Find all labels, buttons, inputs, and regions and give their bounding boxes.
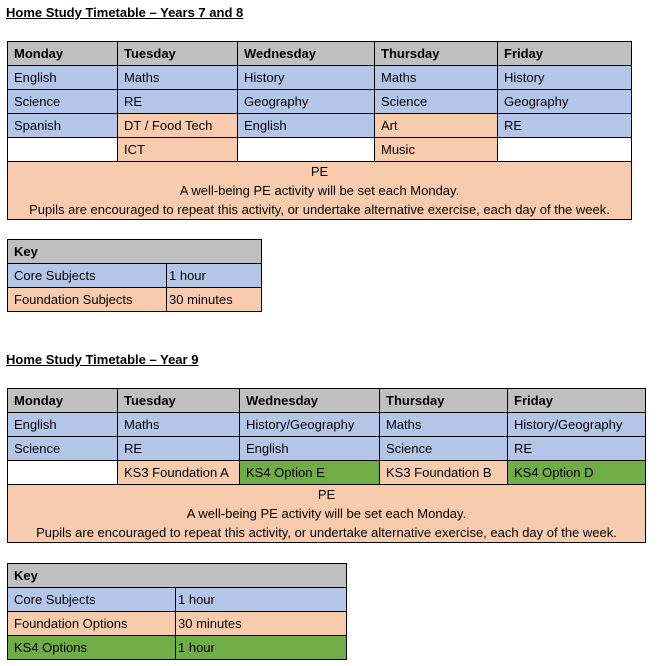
day-thursday: Thursday — [375, 42, 498, 66]
key-value: 1 hour — [167, 264, 262, 288]
table-row — [8, 413, 646, 437]
key-value: 1 hour — [176, 588, 347, 612]
table-cell: KS4 Option E — [240, 461, 380, 485]
key-header-row — [8, 564, 347, 588]
key-label: Core Subjects — [8, 588, 176, 612]
key-row — [8, 612, 347, 636]
table-cell: History/Geography — [508, 413, 646, 437]
table-cell: Science — [8, 90, 118, 114]
timetable-title-years-7-8: Home Study Timetable – Years 7 and 8 — [6, 5, 244, 20]
key-header: Key — [8, 564, 347, 588]
day-wednesday: Wednesday — [240, 389, 380, 413]
table-cell: Science — [375, 90, 498, 114]
key-row — [8, 264, 262, 288]
day-friday: Friday — [498, 42, 632, 66]
table-cell — [498, 138, 632, 162]
pe-note — [8, 485, 646, 543]
key-table-years-7-8 — [7, 239, 262, 312]
pe-row — [8, 485, 646, 543]
key-label: KS4 Options — [8, 636, 176, 660]
pe-note — [8, 162, 632, 220]
table-cell — [238, 138, 375, 162]
table-cell: History/Geography — [240, 413, 380, 437]
table-cell: RE — [508, 437, 646, 461]
table-cell: Geography — [498, 90, 632, 114]
table-cell: RE — [118, 90, 238, 114]
table-row — [8, 461, 646, 485]
table-cell: Maths — [118, 66, 238, 90]
table-cell: History — [498, 66, 632, 90]
table-cell — [8, 138, 118, 162]
pe-line: Pupils are encouraged to repeat this activity, or undertake alternative exercise, each day of the week. — [29, 202, 610, 217]
timetable-year-9 — [7, 388, 646, 543]
table-cell: Music — [375, 138, 498, 162]
key-value: 1 hour — [176, 636, 347, 660]
pe-line: A well-being PE activity will be set each Monday. — [179, 183, 460, 198]
key-row — [8, 588, 347, 612]
key-row — [8, 288, 262, 312]
table-cell: Art — [375, 114, 498, 138]
timetable-years-7-8 — [7, 41, 632, 220]
day-monday: Monday — [8, 389, 118, 413]
table-cell: KS3 Foundation B — [380, 461, 508, 485]
table-cell: Maths — [375, 66, 498, 90]
table-cell: English — [8, 66, 118, 90]
table-row — [8, 437, 646, 461]
key-header: Key — [8, 240, 262, 264]
timetable-title-year-9: Home Study Timetable – Year 9 — [6, 352, 199, 367]
table-cell: English — [240, 437, 380, 461]
table-row — [8, 138, 632, 162]
pe-line: A well-being PE activity will be set each Monday. — [186, 506, 467, 521]
key-label: Foundation Subjects — [8, 288, 167, 312]
table-row — [8, 114, 632, 138]
key-header-row — [8, 240, 262, 264]
key-value: 30 minutes — [167, 288, 262, 312]
table-cell: Science — [8, 437, 118, 461]
table-cell: Maths — [118, 413, 240, 437]
table-cell: English — [238, 114, 375, 138]
day-thursday: Thursday — [380, 389, 508, 413]
table-cell: History — [238, 66, 375, 90]
key-row — [8, 636, 347, 660]
table-cell: English — [8, 413, 118, 437]
key-label: Foundation Options — [8, 612, 176, 636]
table-cell: Geography — [238, 90, 375, 114]
day-monday: Monday — [8, 42, 118, 66]
day-friday: Friday — [508, 389, 646, 413]
key-label: Core Subjects — [8, 264, 167, 288]
pe-line: Pupils are encouraged to repeat this activity, or undertake alternative exercise, each day of the week. — [36, 525, 617, 540]
pe-heading: PE — [317, 487, 336, 502]
table-cell: Spanish — [8, 114, 118, 138]
table-row — [8, 90, 632, 114]
key-value: 30 minutes — [176, 612, 347, 636]
day-wednesday: Wednesday — [238, 42, 375, 66]
header-row — [8, 42, 632, 66]
day-tuesday: Tuesday — [118, 42, 238, 66]
table-cell: ICT — [118, 138, 238, 162]
table-cell: KS3 Foundation A — [118, 461, 240, 485]
header-row — [8, 389, 646, 413]
table-cell: Maths — [380, 413, 508, 437]
pe-row — [8, 162, 632, 220]
table-cell: Science — [380, 437, 508, 461]
key-table-year-9 — [7, 563, 347, 660]
pe-heading: PE — [310, 164, 329, 179]
table-cell — [8, 461, 118, 485]
table-cell: RE — [118, 437, 240, 461]
day-tuesday: Tuesday — [118, 389, 240, 413]
table-cell: RE — [498, 114, 632, 138]
table-cell: DT / Food Tech — [118, 114, 238, 138]
table-cell: KS4 Option D — [508, 461, 646, 485]
table-row — [8, 66, 632, 90]
